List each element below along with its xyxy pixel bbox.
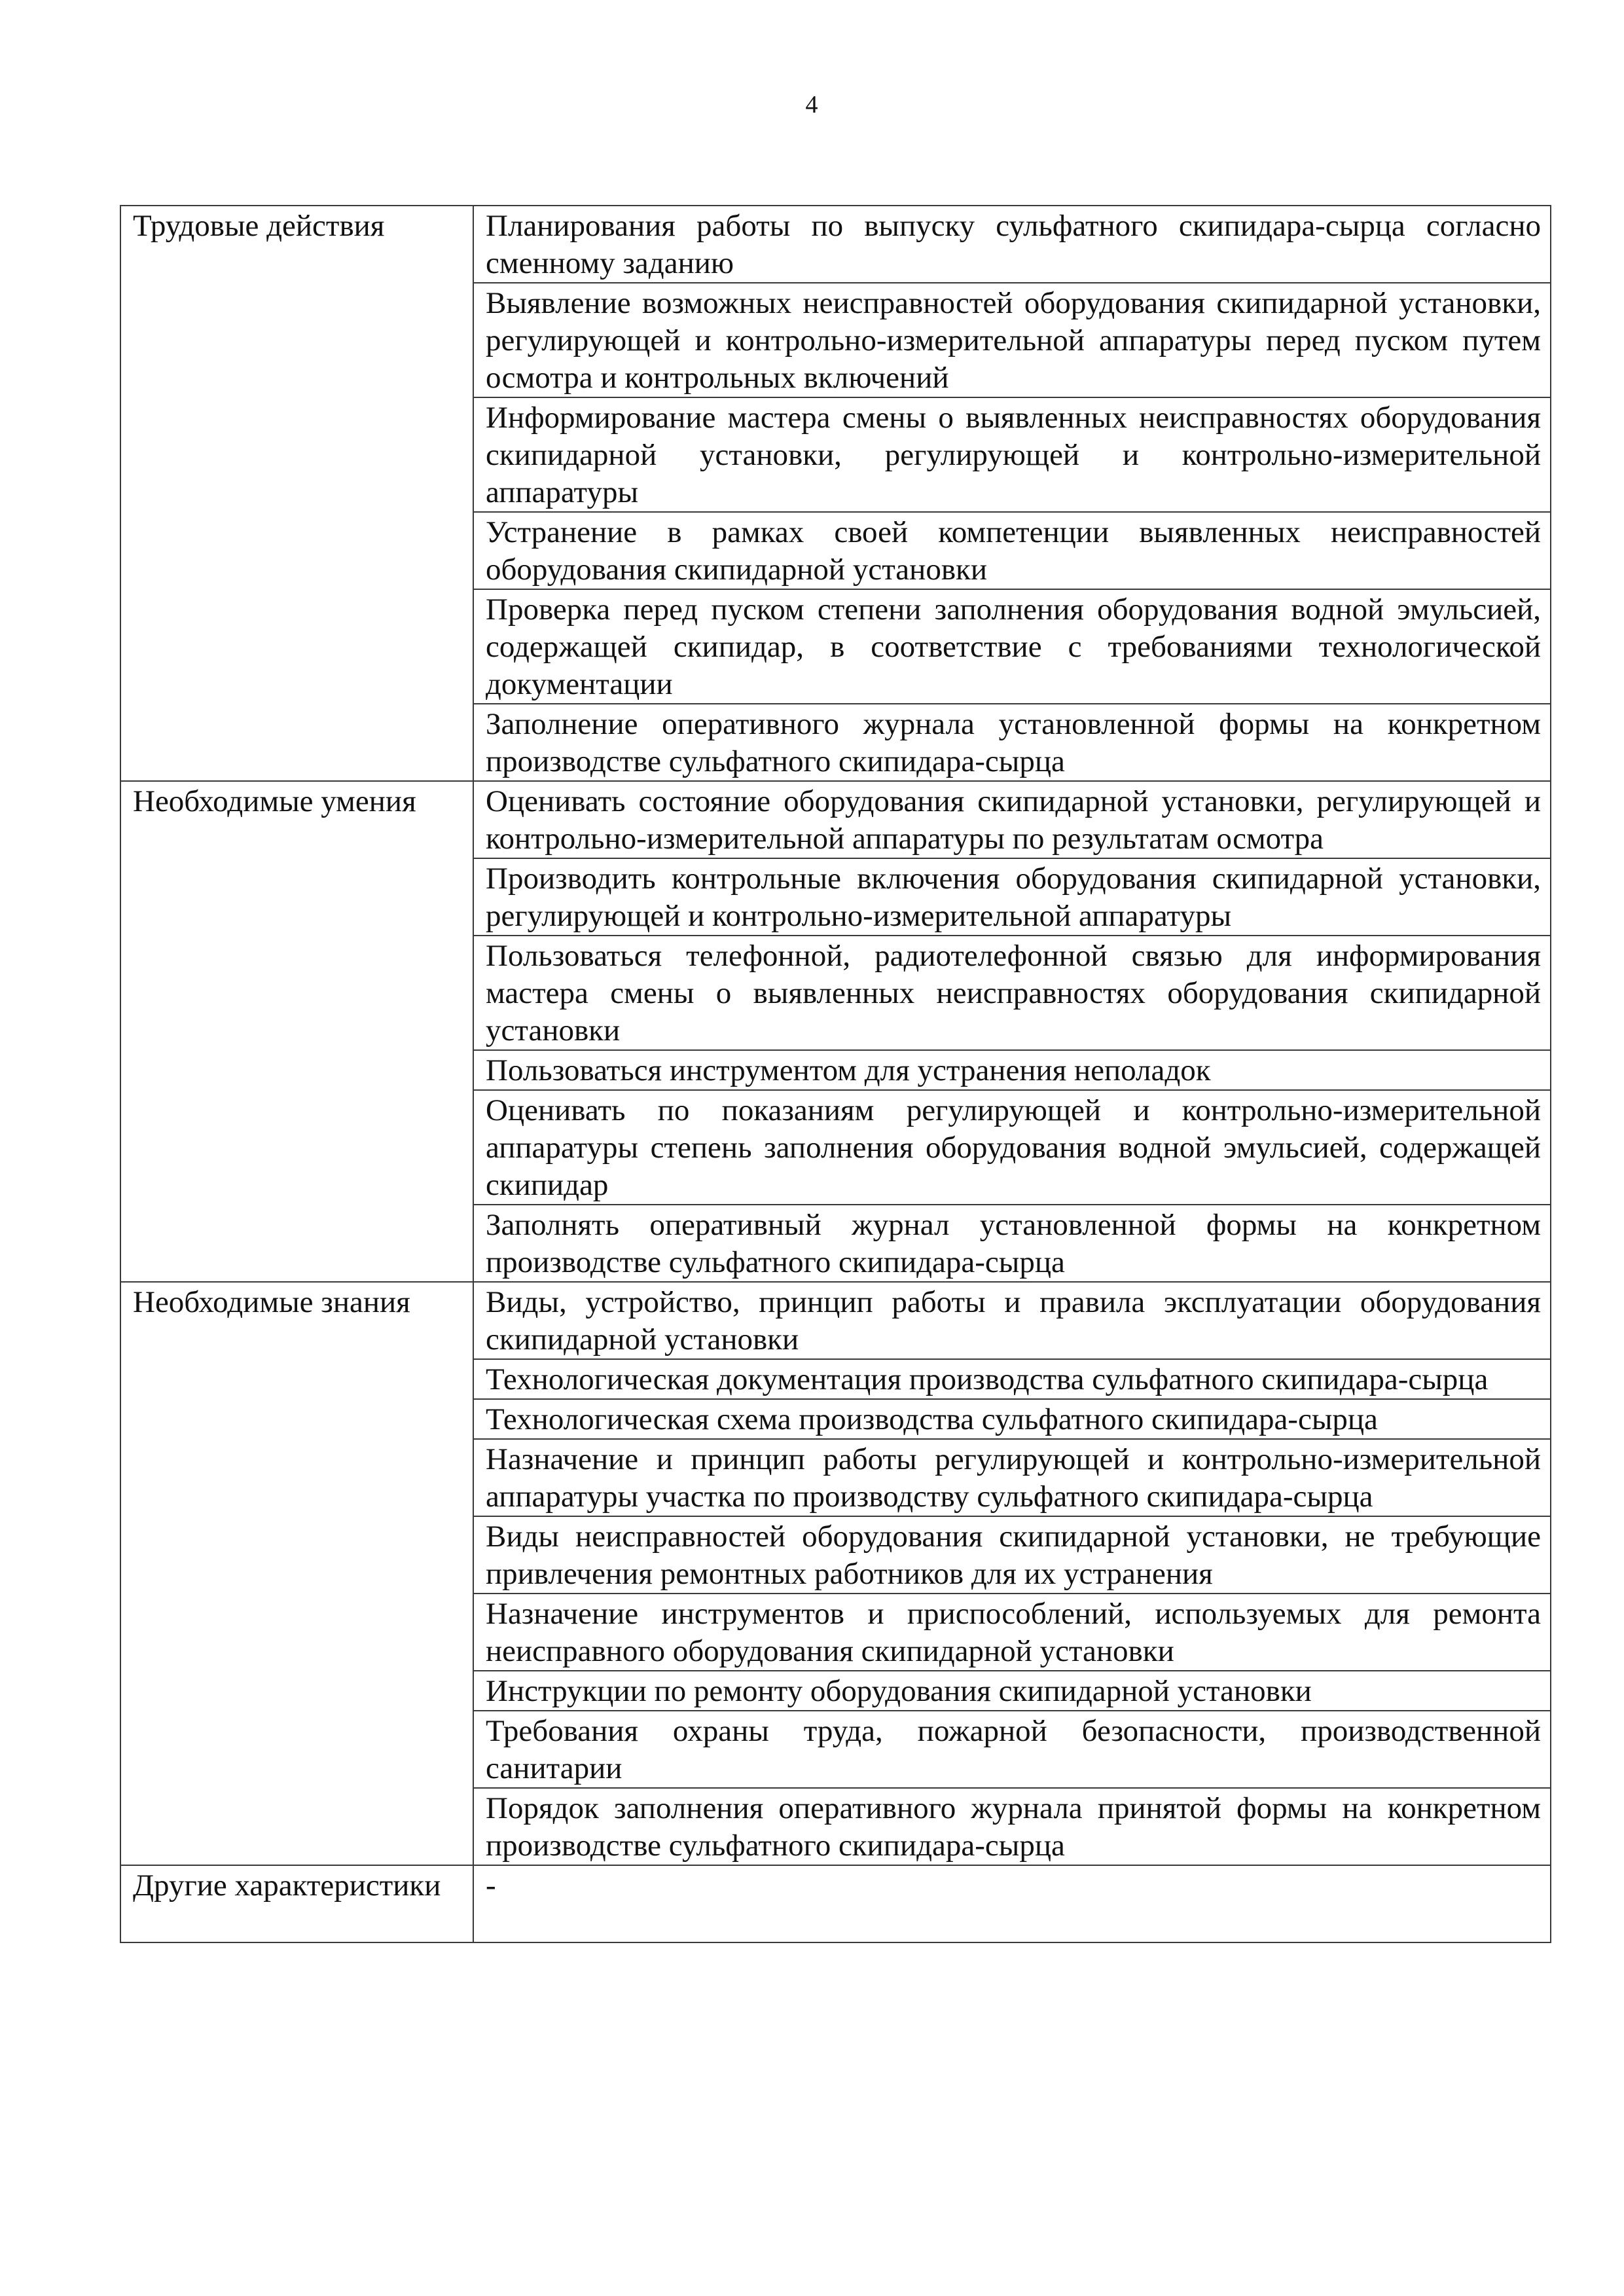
page-number: 4 xyxy=(805,91,818,118)
table-cell: Планирования работы по выпуску сульфатного скипидара-сырца согласно сменному заданию xyxy=(473,206,1551,283)
table-row xyxy=(120,781,1551,858)
table-cell: Оценивать состояние оборудования скипидарной установки, регулирующей и контрольно-измерительной аппаратуры по результатам осмотра xyxy=(473,781,1551,858)
section-label-skills: Необходимые умения xyxy=(120,781,473,1282)
table-cell: Заполнять оперативный журнал установленной формы на конкретном производстве сульфатного скипидара-сырца xyxy=(473,1205,1551,1282)
table-cell: Виды неисправностей оборудования скипидарной установки, не требующие привлечения ремонтных работников для их устранения xyxy=(473,1516,1551,1594)
section-label-other: Другие характеристики xyxy=(120,1865,473,1942)
table-row xyxy=(120,1865,1551,1942)
table-cell: Устранение в рамках своей компетенции выявленных неисправностей оборудования скипидарной установки xyxy=(473,512,1551,589)
table-cell: Пользоваться телефонной, радиотелефонной связью для информирования мастера смены о выявленных неисправностях оборудования скипидарной установки xyxy=(473,936,1551,1050)
table-cell: Оценивать по показаниям регулирующей и контрольно-измерительной аппаратуры степень заполнения оборудования водной эмульсией, содержащей скипидар xyxy=(473,1090,1551,1205)
table-cell: Виды, устройство, принцип работы и правила эксплуатации оборудования скипидарной установки xyxy=(473,1282,1551,1359)
table-cell: Выявление возможных неисправностей оборудования скипидарной установки, регулирующей и контрольно-измерительной аппаратуры перед пуском путем осмотра и контрольных включений xyxy=(473,283,1551,397)
table-cell: Пользоваться инструментом для устранения неполадок xyxy=(473,1050,1551,1090)
table-cell: Технологическая схема производства сульфатного скипидара-сырца xyxy=(473,1399,1551,1439)
table-cell: Производить контрольные включения оборудования скипидарной установки, регулирующей и контрольно-измерительной аппаратуры xyxy=(473,858,1551,936)
table-cell: Требования охраны труда, пожарной безопасности, производственной санитарии xyxy=(473,1711,1551,1788)
table-cell: Технологическая документация производства сульфатного скипидара-сырца xyxy=(473,1359,1551,1399)
table-cell: Инструкции по ремонту оборудования скипидарной установки xyxy=(473,1671,1551,1711)
table-cell: Назначение инструментов и приспособлений, используемых для ремонта неисправного оборудования скипидарной установки xyxy=(473,1594,1551,1671)
section-label-knowledge: Необходимые знания xyxy=(120,1282,473,1865)
table-cell: Проверка перед пуском степени заполнения оборудования водной эмульсией, содержащей скипидар, в соответствие с требованиями технологической документации xyxy=(473,589,1551,704)
table-cell: Информирование мастера смены о выявленных неисправностях оборудования скипидарной установки, регулирующей и контрольно-измерительной аппаратуры xyxy=(473,397,1551,512)
table-cell: Заполнение оперативного журнала установленной формы на конкретном производстве сульфатного скипидара-сырца xyxy=(473,704,1551,781)
section-label-labor-actions: Трудовые действия xyxy=(120,206,473,781)
table-cell: Порядок заполнения оперативного журнала принятой формы на конкретном производстве сульфатного скипидара-сырца xyxy=(473,1788,1551,1865)
table-cell: - xyxy=(473,1865,1551,1942)
requirements-table xyxy=(120,205,1551,1943)
table-cell: Назначение и принцип работы регулирующей и контрольно-измерительной аппаратуры участка по производству сульфатного скипидара-сырца xyxy=(473,1439,1551,1516)
table-row xyxy=(120,206,1551,283)
table-row xyxy=(120,1282,1551,1359)
